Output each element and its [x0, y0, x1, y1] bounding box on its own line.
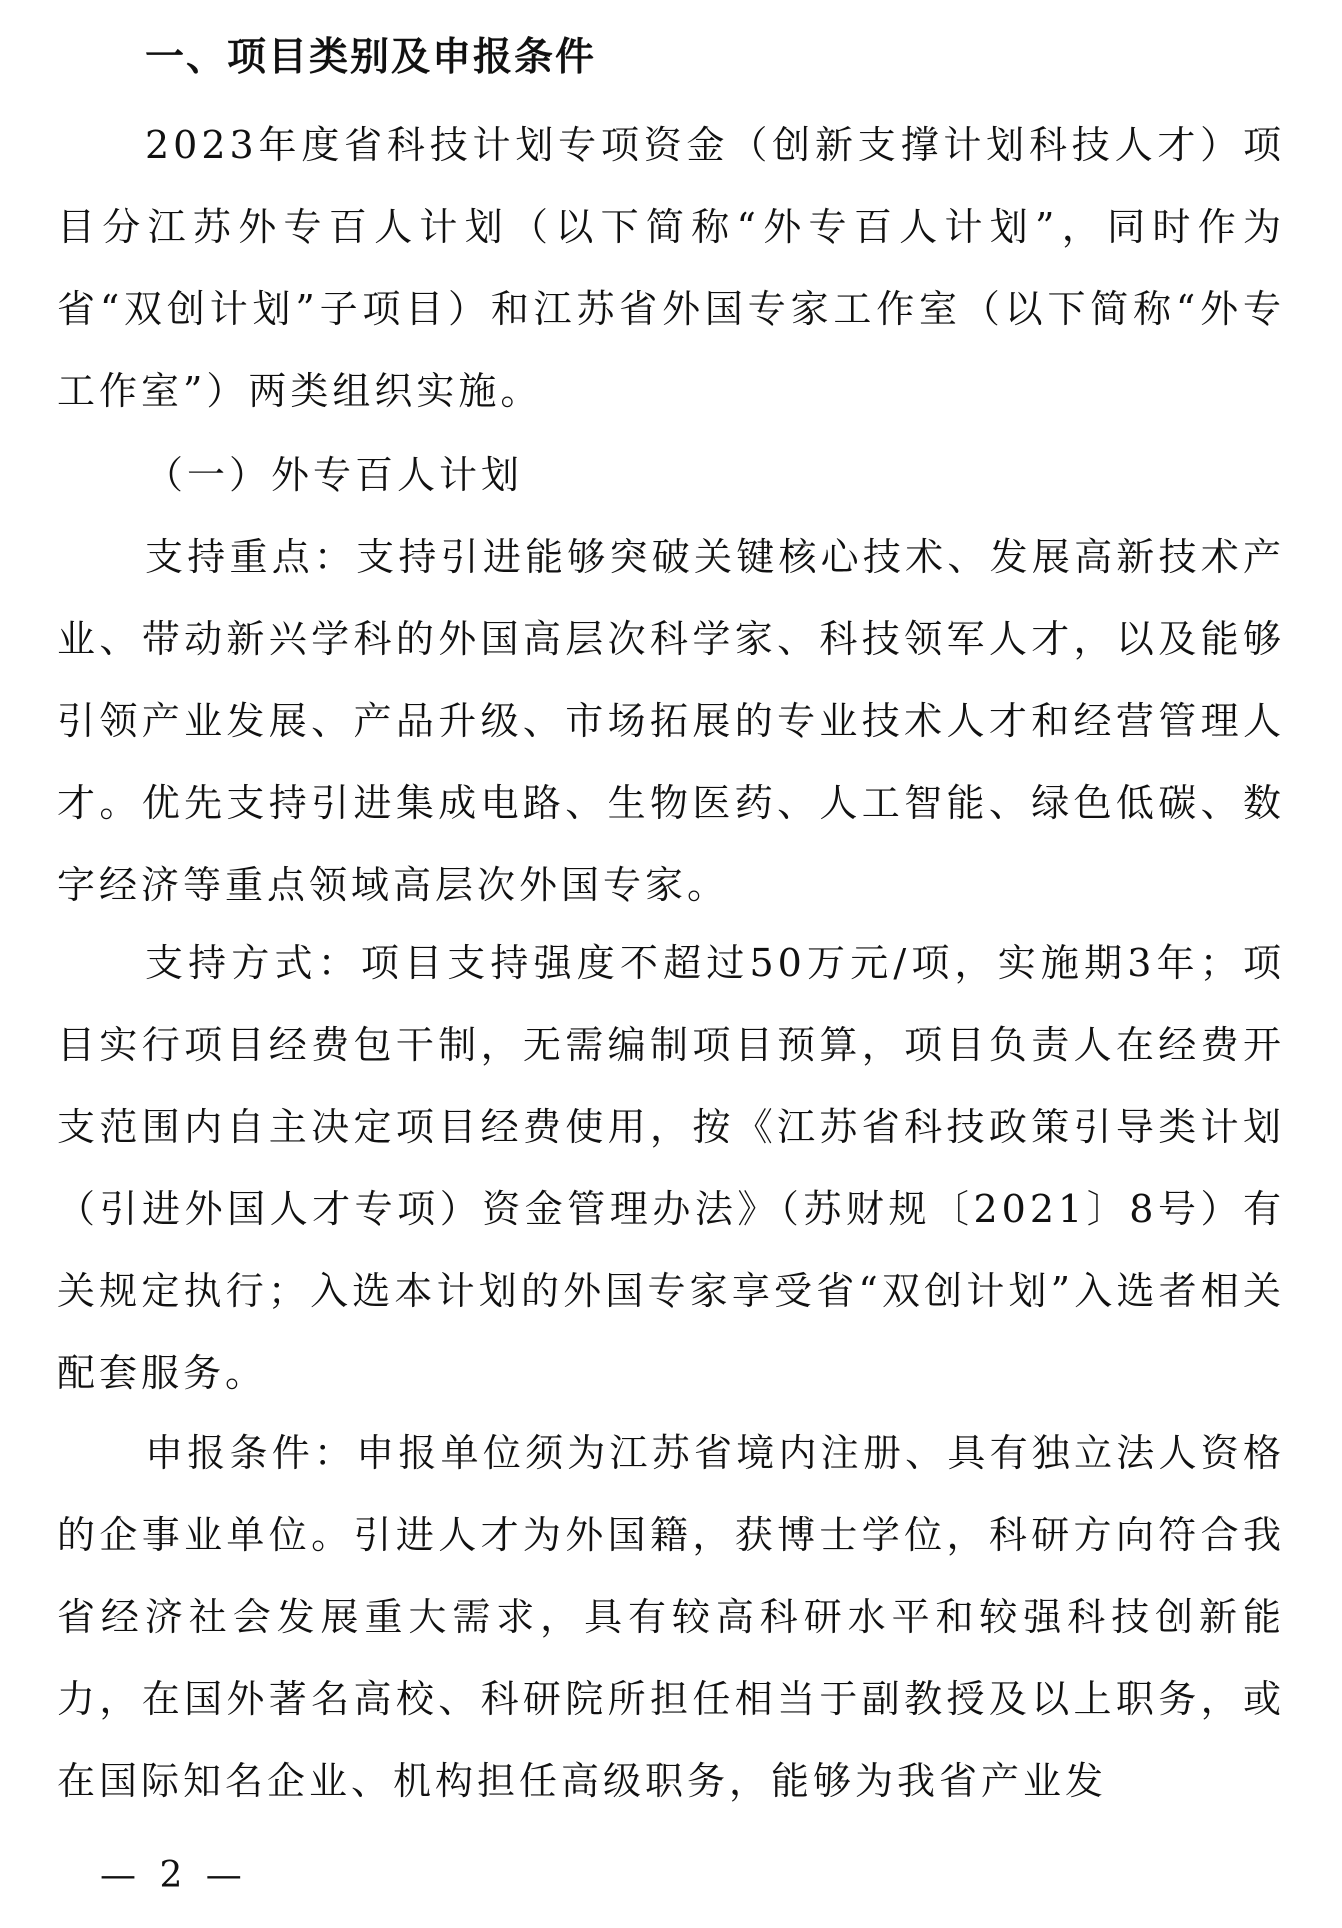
paragraph-application-conditions: 申报条件：申报单位须为江苏省境内注册、具有独立法人资格的企事业单位。引进人才为外国籍，获博士学位，科研方向符合我省经济社会发展重大需求，具有较高科研水平和较强科技创新能力，在国外著名高校、科研院所担任相当于副教授及以上职务，或在国际知名企业、机构担任高级职务，能够为我省产业发 [57, 1431, 1285, 1803]
paragraph-support-method: 支持方式：项目支持强度不超过50万元/项，实施期3年；项目实行项目经费包干制，无需编制项目预算，项目负责人在经费开支范围内自主决定项目经费使用，按《江苏省科技政策引导类计划（引进外国人才专项）资金管理办法》（苏财规〔2021〕8号）有关规定执行；入选本计划的外国专家享受省“双创计划”入选者相关配套服务。 [57, 941, 1285, 1395]
paragraph-support-focus: 支持重点：支持引进能够突破关键核心技术、发展高新技术产业、带动新兴学科的外国高层次科学家、科技领军人才，以及能够引领产业发展、产品升级、市场拓展的专业技术人才和经营管理人才。优先支持引进集成电路、生物医药、人工智能、绿色低碳、数字经济等重点领域高层次外国专家。 [57, 535, 1285, 907]
page-number: — 2 — [100, 1855, 248, 1896]
paragraph-intro: 2023年度省科技计划专项资金（创新支撑计划科技人才）项目分江苏外专百人计划（以下简称“外专百人计划”，同时作为省“双创计划”子项目）和江苏省外国专家工作室（以下简称“外专工作室”）两类组织实施。 [57, 123, 1285, 413]
subsection-heading: （一）外专百人计划 [145, 453, 524, 497]
section-heading: 一、项目类别及申报条件 [145, 35, 597, 80]
